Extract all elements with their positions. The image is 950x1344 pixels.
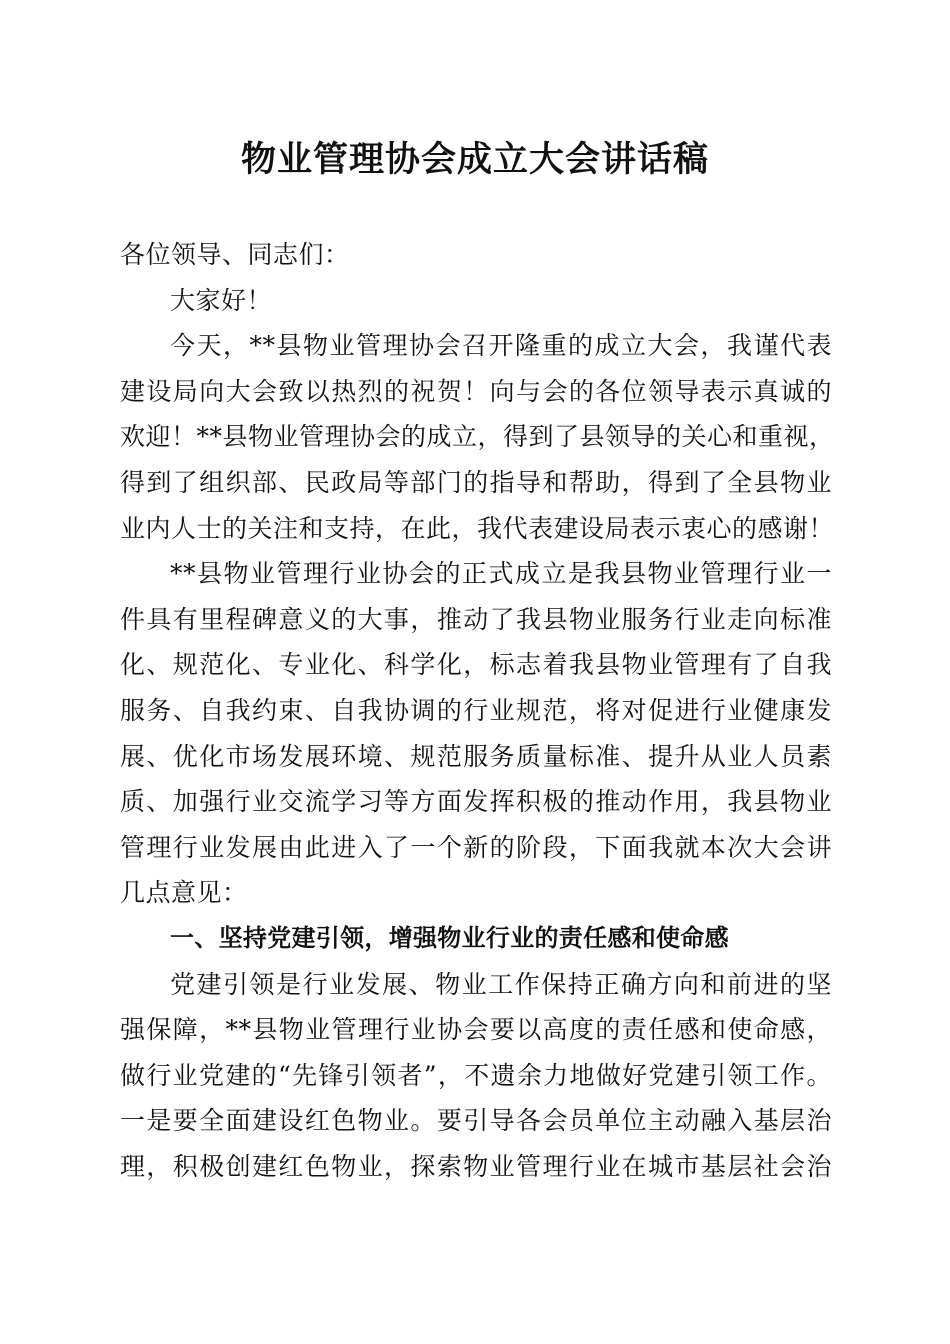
paragraph-line: 服务、自我约束、自我协调的行业规范，将对促进行业健康发	[120, 695, 832, 725]
paragraph-significance	[120, 551, 832, 916]
paragraph-line: 做行业党建的“先锋引领者”，不遗余力地做好党建引领工作。	[120, 1060, 832, 1090]
paragraph-line: 得到了组织部、民政局等部门的指导和帮助，得到了全县物业	[120, 467, 832, 497]
paragraph-line: 建设局向大会致以热烈的祝贺！向与会的各位领导表示真诚的	[120, 376, 832, 406]
paragraph-line: **县物业管理行业协会的正式成立是我县物业管理行业一	[170, 559, 832, 589]
paragraph-line: 欢迎！**县物业管理协会的成立，得到了县领导的关心和重视，	[120, 422, 835, 452]
paragraph-line: 几点意见：	[120, 878, 248, 908]
greeting: 大家好！	[170, 285, 273, 315]
paragraph-party-building	[120, 962, 832, 1190]
paragraph-line: 质、加强行业交流学习等方面发挥积极的推动作用，我县物业	[120, 787, 832, 817]
document-body	[120, 232, 835, 1189]
paragraph-line: 党建引领是行业发展、物业工作保持正确方向和前进的坚	[170, 969, 832, 999]
salutation: 各位领导、同志们：	[120, 240, 350, 269]
paragraph-line: 管理行业发展由此进入了一个新的阶段，下面我就本次大会讲	[120, 832, 832, 862]
document-title: 物业管理协会成立大会讲话稿	[240, 139, 709, 180]
paragraph-line: 强保障，**县物业管理行业协会要以高度的责任感和使命感，	[120, 1015, 832, 1045]
paragraph-line: 今天，**县物业管理协会召开隆重的成立大会，我谨代表	[170, 331, 832, 361]
section-heading: 一、坚持党建引领，增强物业行业的责任感和使命感	[170, 923, 729, 952]
paragraph-line: 一是要全面建设红色物业。要引导各会员单位主动融入基层治	[120, 1106, 832, 1136]
paragraph-line: 化、规范化、专业化、科学化，标志着我县物业管理有了自我	[120, 650, 832, 680]
paragraph-line: 件具有里程碑意义的大事，推动了我县物业服务行业走向标准	[120, 604, 832, 634]
paragraph-line: 展、优化市场发展环境、规范服务质量标准、提升从业人员素	[120, 741, 832, 771]
paragraph-line: 业内人士的关注和支持，在此，我代表建设局表示衷心的感谢！	[120, 513, 835, 543]
paragraph-opening	[120, 323, 835, 551]
paragraph-line: 理，积极创建红色物业，探索物业管理行业在城市基层社会治	[120, 1151, 832, 1181]
